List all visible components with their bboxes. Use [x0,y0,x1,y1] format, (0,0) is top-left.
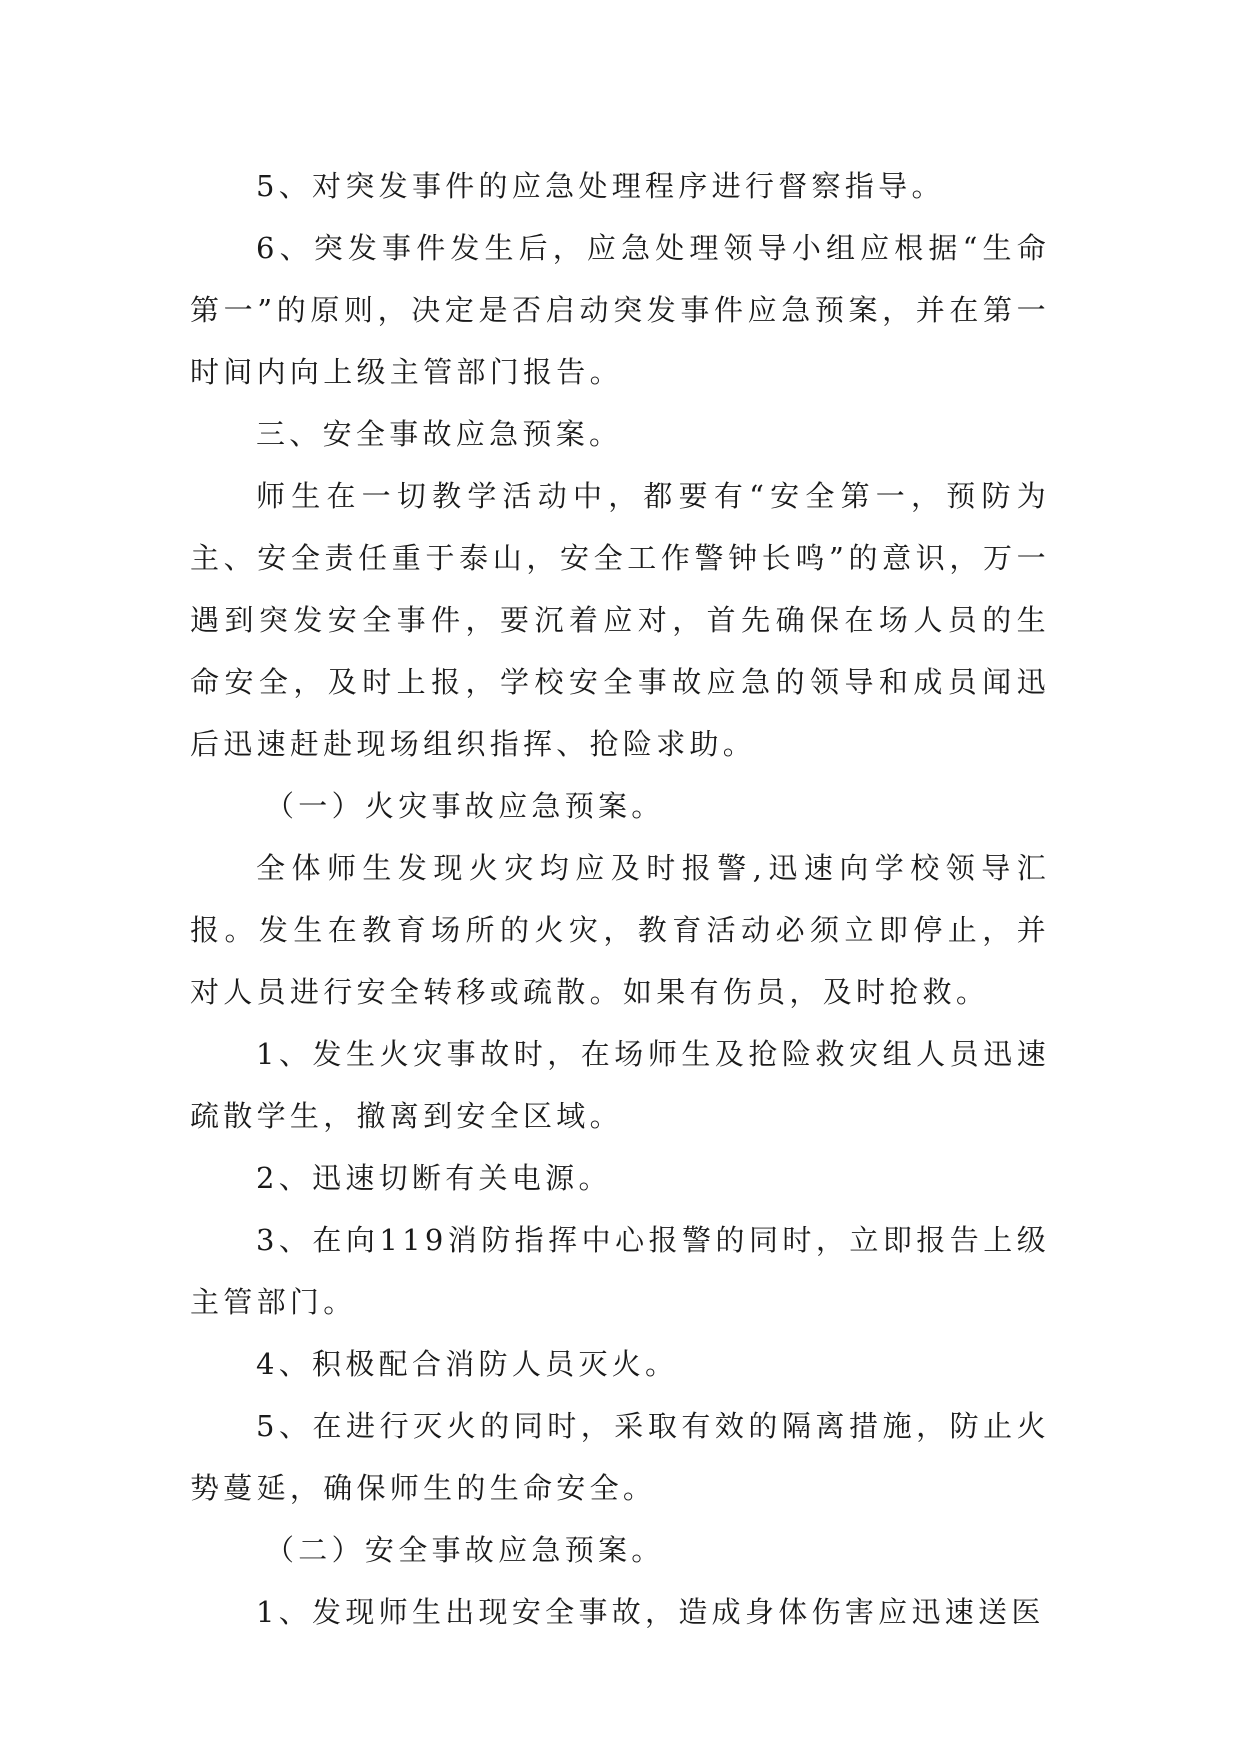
document-body [190,155,1050,1643]
list-item-cut-power: 2、迅速切断有关电源。 [256,1161,612,1195]
subsection-heading-accident-plan: （二）安全事故应急预案。 [265,1533,665,1567]
paragraph-supervision: 5、对突发事件的应急处理程序进行督察指导。 [256,169,945,203]
section-heading-safety-plan: 三、安全事故应急预案。 [256,417,623,451]
list-item-isolation: 5、在进行灭火的同时，采取有效的隔离措施，防止火势蔓延，确保师生的生命安全。 [190,1409,1050,1505]
list-item-injury-hospital: 1、发现师生出现安全事故，造成身体伤害应迅速送医 [256,1595,1045,1629]
paragraph-emergency-response: 6、突发事件发生后，应急处理领导小组应根据“生命第一”的原则，决定是否启动突发事件应急预案，并在第一时间内向上级主管部门报告。 [190,231,1050,389]
paragraph-fire-reporting: 全体师生发现火灾均应及时报警,迅速向学校领导汇报。发生在教育场所的火灾，教育活动必须立即停止，并对人员进行安全转移或疏散。如果有伤员，及时抢救。 [190,851,1050,1009]
list-item-evacuation: 1、发生火灾事故时，在场师生及抢险救灾组人员迅速疏散学生，撤离到安全区域。 [190,1037,1050,1133]
paragraph-safety-awareness: 师生在一切教学活动中，都要有“安全第一，预防为主、安全责任重于泰山，安全工作警钟长鸣”的意识，万一遇到突发安全事件，要沉着应对，首先确保在场人员的生命安全，及时上报，学校安全事故应急的领导和成员闻迅后迅速赶赴现场组织指挥、抢险求助。 [190,479,1050,761]
list-item-call-119: 3、在向119消防指挥中心报警的同时，立即报告上级主管部门。 [190,1223,1050,1319]
subsection-heading-fire-plan: （一）火灾事故应急预案。 [265,789,665,823]
list-item-assist-firefighters: 4、积极配合消防人员灭火。 [256,1347,679,1381]
